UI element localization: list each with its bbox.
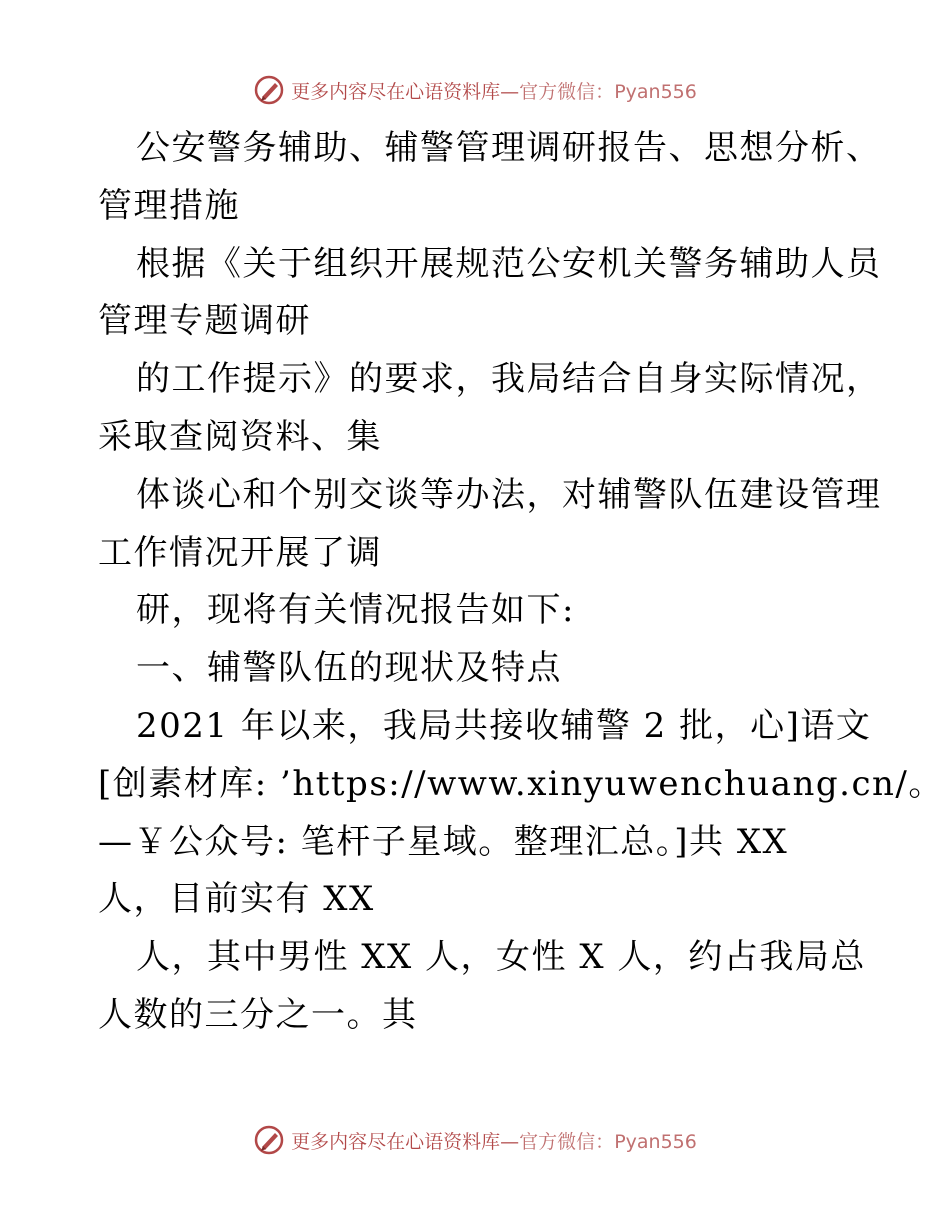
banner-wechat-label: 官方微信：	[519, 1130, 615, 1153]
document-line: 一、辅警队伍的现状及特点	[136, 648, 562, 689]
header-watermark-banner	[0, 72, 950, 108]
banner-wechat-label: 官方微信：	[519, 80, 615, 103]
document-line: 的工作提示》的要求，我局结合自身实际情况，	[136, 359, 882, 400]
document-line: 管理措施	[98, 185, 240, 226]
document-line: [创素材库: ’https://www.xinyuwenchuang.cn/。	[98, 763, 944, 804]
document-line: 人，其中男性 XX 人，女性 X 人，约占我局总	[136, 937, 866, 978]
pen-logo-icon	[253, 1124, 285, 1156]
document-line: 公安警务辅助、辅警管理调研报告、思想分析、	[136, 128, 882, 168]
banner-dash: —	[500, 1130, 520, 1153]
document-line: 人，目前实有 XX	[98, 879, 375, 920]
document-line: 人数的三分之一。其	[98, 994, 418, 1035]
document-line: 根据《关于组织开展规范公安机关警务辅助人员	[136, 243, 882, 284]
banner-dash: —	[500, 80, 520, 103]
document-line: 体谈心和个别交谈等办法，对辅警队伍建设管理	[136, 474, 882, 515]
banner-wechat-id: Pyan556	[614, 1130, 697, 1153]
banner-main-text: 更多内容尽在心语资料库	[291, 1130, 501, 1153]
banner-wechat-id: Pyan556	[614, 80, 697, 103]
document-body	[98, 120, 944, 1045]
document-line: 管理专题调研	[98, 301, 311, 342]
document-line: 工作情况开展了调	[98, 532, 382, 573]
pen-logo-icon	[253, 74, 285, 106]
document-line: 研，现将有关情况报告如下:	[136, 590, 575, 631]
document-line: 采取查阅资料、集	[98, 416, 382, 457]
document-line: 2021 年以来，我局共接收辅警 2 批，心]语文	[136, 705, 872, 746]
banner-main-text: 更多内容尽在心语资料库	[291, 80, 501, 103]
document-line: —￥公众号: 笔杆子星域。整理汇总。]共 XX	[98, 821, 789, 862]
footer-watermark-banner	[0, 1122, 950, 1158]
